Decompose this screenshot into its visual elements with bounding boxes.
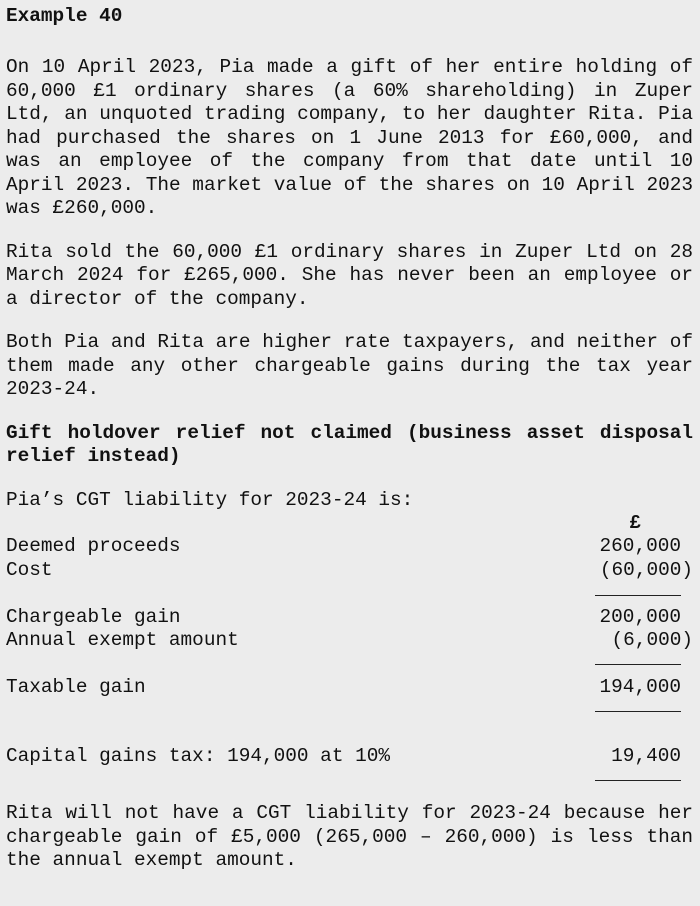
row-label: Deemed proceeds bbox=[6, 535, 181, 557]
total-rule bbox=[595, 711, 681, 712]
row-amount: 200,000 bbox=[599, 606, 681, 628]
paragraph-gift-details: On 10 April 2023, Pia made a gift of her entire holding of 60,000 £1 ordinary shares (a 60% shareholding) in Zuper Ltd, an unquoted trading company, to her daughter Rita. Pia had purchased the shares on 1 June 2013 for £60,000, and was an employee of the company from that date until 10 April 2023. The market value of the shares on 10 April 2023 was £260,000. bbox=[6, 56, 693, 219]
paragraph-taxpayer-status: Both Pia and Rita are higher rate taxpayers, and neither of them made any other chargeable gains during the tax year 2023-24. bbox=[6, 331, 693, 400]
section-heading: Gift holdover relief not claimed (business asset disposal relief instead) bbox=[6, 421, 693, 467]
row-annual-exempt-amount bbox=[6, 629, 693, 653]
subtotal-rule bbox=[595, 595, 681, 596]
row-amount: 260,000 bbox=[599, 535, 681, 557]
row-amount: (6,000) bbox=[611, 629, 693, 651]
row-taxable-gain bbox=[6, 676, 693, 700]
row-label: Taxable gain bbox=[6, 676, 146, 698]
row-cost bbox=[6, 559, 693, 583]
row-capital-gains-tax bbox=[6, 745, 693, 769]
example-title: Example 40 bbox=[6, 5, 123, 27]
subtotal-rule bbox=[595, 664, 681, 665]
row-amount: (60,000) bbox=[599, 559, 693, 581]
row-label: Annual exempt amount bbox=[6, 629, 239, 651]
row-label: Capital gains tax: 194,000 at 10% bbox=[6, 745, 390, 767]
final-rule bbox=[595, 780, 681, 781]
cgt-computation bbox=[6, 512, 693, 802]
paragraph-conclusion: Rita will not have a CGT liability for 2023-24 because her chargeable gain of £5,000 (265,000 – 260,000) is less than the annual exempt amount. bbox=[6, 802, 693, 871]
row-amount: 19,400 bbox=[611, 745, 681, 767]
row-label: Chargeable gain bbox=[6, 606, 181, 628]
row-deemed-proceeds bbox=[6, 535, 693, 559]
currency-symbol: £ bbox=[629, 512, 641, 534]
row-label: Cost bbox=[6, 559, 53, 581]
calc-intro: Pia’s CGT liability for 2023-24 is: bbox=[6, 488, 414, 511]
row-amount: 194,000 bbox=[599, 676, 681, 698]
row-chargeable-gain bbox=[6, 606, 693, 630]
paragraph-sale-details: Rita sold the 60,000 £1 ordinary shares in Zuper Ltd on 28 March 2024 for £265,000. She has never been an employee or a director of the company. bbox=[6, 240, 693, 310]
